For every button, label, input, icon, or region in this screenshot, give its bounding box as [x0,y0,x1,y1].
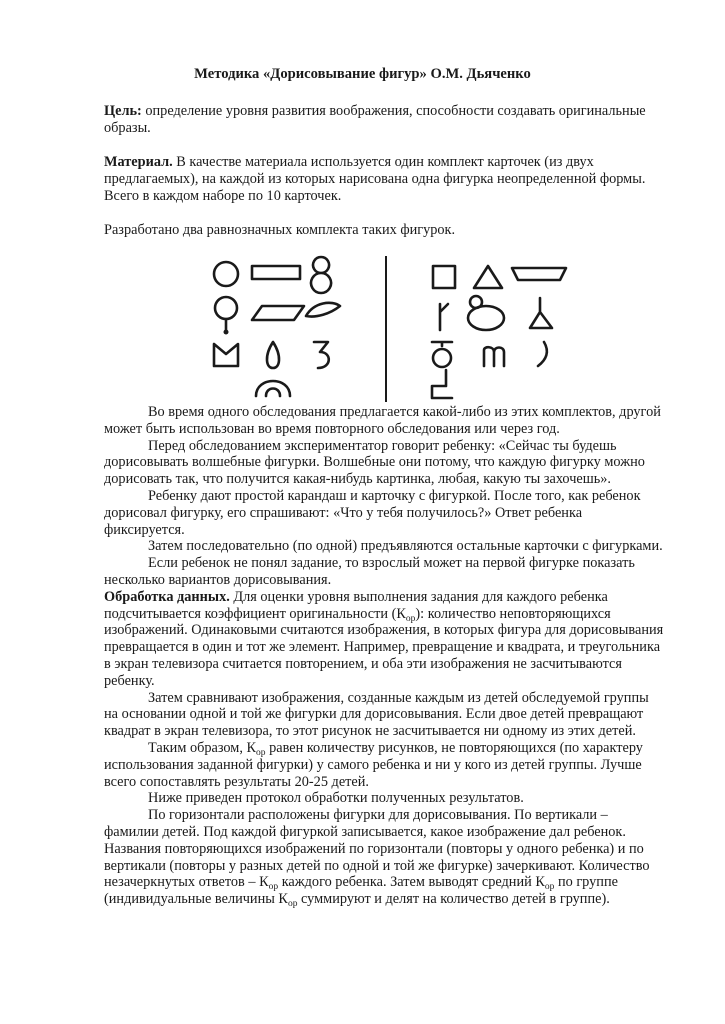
material-label: Материал. [104,154,173,170]
circle-on-base-figure [432,342,452,346]
goal-text: определение уровня развития воображения, способности создавать оригинальные образы. [104,103,646,136]
processing-label: Обработка данных. [104,588,230,605]
bent-line-figure [432,370,452,398]
paragraph-3: Ребенку дают простой карандаш и карточку с фигуркой. После того, как ребенок дорисовал фигурку, его спрашивают: «Что у тебя получилось?» Ответ ребенка фиксируется. [104,487,641,538]
material-text: В качестве материала используется один комплект карточек (из двух предлагаемых), на каждой из которых нарисована одна фигурка неопределенной формы. Всего в каждом наборе по 10 карточек. [104,154,646,204]
goal-section [104,103,664,137]
material-section [104,154,664,204]
figures-illustration [200,246,590,406]
paragraph-1: Во время одного обследования предлагается какой-либо из этих комплектов, другой может быть использован во время повторного обследования или через год. [104,404,661,437]
paragraph-2: Перед обследованием экспериментатор говорит ребенку: «Сейчас ты будешь дорисовывать волшебные фигурки. Волшебные они потому, что каждую фигурку можно дорисовать так, что получится какая-нибудь картинка, любая, какую ты захочешь». [104,437,645,488]
triangle-figure [474,266,502,288]
goal-label: Цель: [104,103,142,119]
paragraph-6: Затем сравнивают изображения, созданные каждым из детей обследуемой группы на основании одной и той же фигурки для дорисовывания. Если двое детей превращают квадрат в экран телевизора, то этот рисунок не засчитывается ни одному из этих детей. [104,689,649,740]
paragraph-7: Таким образом, $К_{ор}$ равен количеству рисунков, не повторяющихся (по характеру использования заданной фигурки) у самого ребенка и ни у кого из детей группы. Лучше всего сопоставлять результаты 20-25 детей. [104,739,643,790]
cup-figure [214,344,238,366]
square-figure [433,266,455,288]
sets-note: Разработано два равнозначных комплекта таких фигурок. [104,222,456,238]
leaf-figure [306,303,340,317]
paragraph-8: Ниже приведен протокол обработки полученных результатов. [148,790,524,807]
paragraph-5: Если ребенок не понял задание, то взрослый может на первой фигурке показать несколько вариантов дорисовывания. [104,555,635,588]
main-text [104,404,664,908]
small-arc-figure [538,342,547,366]
processing-paragraph: Обработка данных. Для оценки уровня выполнения задания для каждого ребенка подсчитывается коэффициент оригинальности $(К_{ор})$: количество неповторяющихся изображений. Одинаковыми считаются изображения, в которых фигура для дорисовывания превращается в один и тот же элемент. Например, превращение и квадрата, и треугольника в экран телевизора считается повторением, и оба эти изображения не засчитываются ребенку. [104,588,664,689]
parallelogram-figure [252,306,304,320]
document-title: Методика «Дорисовывание фигур» О.М. Дьяченко [194,66,531,82]
oval-figure [468,306,504,330]
hook-line-figure [440,304,448,330]
drop-loop-figure [267,342,279,368]
circle-on-stick-figure [215,297,237,319]
stick-triangle-figure [530,298,552,328]
paragraph-4: Затем последовательно (по одной) предъявляются остальные карточки с фигурками. [148,538,663,555]
m-curve-figure [484,347,504,366]
figure-eight [311,257,331,293]
rectangle-figure [252,266,300,279]
circle-figure [214,262,238,286]
three-curve-figure [314,342,329,368]
figures-svg [200,246,590,406]
trapezoid-figure [512,268,566,280]
paragraph-9: По горизонтали расположены фигурки для дорисовывания. По вертикали – фамилии детей. Под каждой фигуркой записывается, какое изображение дал ребенок. Названия повторяющихся изображений по горизонтали (повторы у одного ребенка) и по вертикали (повторы у разных детей по одной и той же фигурке) зачеркивают. Количество незачеркнутых ответов – $К_{ор}$ каждого ребенка. Затем выводят средний $К_{ор}$ по группе (индивидуальные величины $К_{ор}$ суммируют и делят на количество детей в группе). [104,807,650,910]
